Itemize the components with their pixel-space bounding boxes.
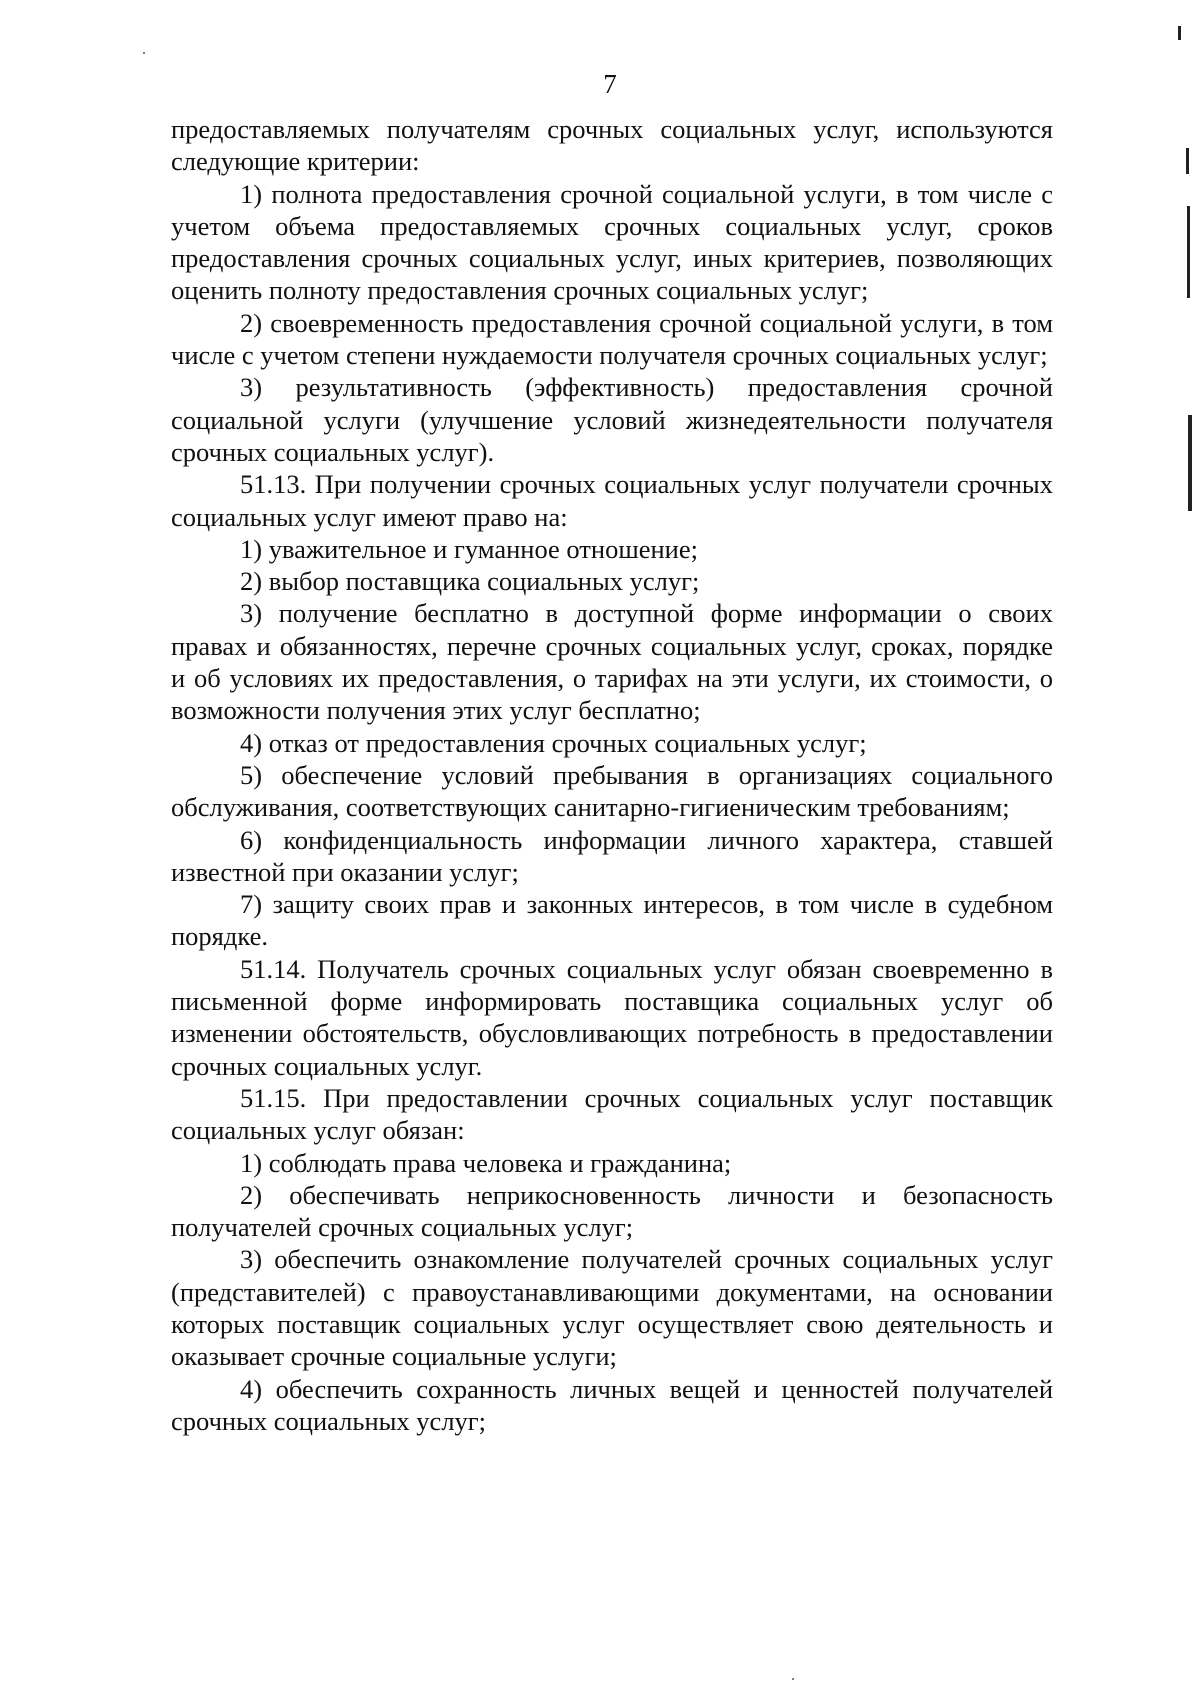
scan-mark-top — [1178, 26, 1181, 40]
paragraph-right-7: 7) защиту своих прав и законных интересов, в том числе в судебном порядке. — [171, 889, 1053, 952]
scan-mark-lower — [1188, 415, 1192, 511]
paragraph-right-4: 4) отказ от предоставления срочных социальных услуг; — [240, 727, 867, 758]
paragraph-section-51-15: 51.15. При предоставлении срочных социальных услуг поставщик социальных услуг обязан: — [171, 1082, 1053, 1146]
scan-mark-middle — [1187, 206, 1190, 298]
page-number: 7 — [603, 69, 617, 99]
paragraph-right-2: 2) выбор поставщика социальных услуг; — [240, 566, 700, 597]
paragraph-duty-2: 2) обеспечивать неприкосновенность личности и безопасность получателей срочных социальных услуг; — [171, 1179, 1053, 1243]
paragraph-criteria-intro: предоставляемых получателям срочных социальных услуг, используются следующие критерии: — [171, 114, 1053, 177]
paragraph-criterion-1: 1) полнота предоставления срочной социальной услуги, в том числе с учетом объема предоставляемых срочных социальных услуг, сроков предоставления срочных социальных услуг, иных критериев, позволяющих оценить полноту предоставления срочных социальных услуг; — [171, 178, 1053, 306]
paragraph-section-51-13: 51.13. При получении срочных социальных услуг получатели срочных социальных услуг имеют право на: — [171, 469, 1053, 532]
document-body — [171, 113, 1053, 1437]
paragraph-section-51-14: 51.14. Получатель срочных социальных услуг обязан своевременно в письменной форме информировать поставщика социальных услуг об изменении обстоятельств, обусловливающих потребность в предоставлении срочных социальных услуг. — [171, 953, 1053, 1081]
scan-mark-upper — [1186, 148, 1189, 174]
paragraph-criterion-3: 3) результативность (эффективность) предоставления срочной социальной услуги (улучшение условий жизнедеятельности получателя срочных социальных услуг). — [171, 372, 1053, 467]
paragraph-criterion-2: 2) своевременность предоставления срочной социальной услуги, в том числе с учетом степени нуждаемости получателя срочных социальных услуг; — [171, 307, 1053, 371]
paragraph-duty-1: 1) соблюдать права человека и гражданина; — [240, 1147, 732, 1178]
paragraph-duty-3: 3) обеспечить ознакомление получателей срочных социальных услуг (представителей) с правоустанавливающими документами, на основании которых поставщик социальных услуг осуществляет свою деятельность и оказывает срочные социальные услуги; — [171, 1244, 1053, 1372]
paragraph-right-6: 6) конфиденциальность информации личного характера, ставшей известной при оказании услуг; — [171, 824, 1053, 887]
paragraph-right-3: 3) получение бесплатно в доступной форме информации о своих правах и обязанностях, перечне срочных социальных услуг, сроках, порядке и об условиях их предоставления, о тарифах на эти услуги, их стоимости, о возможности получения этих услуг бесплатно; — [171, 598, 1053, 726]
paragraph-right-1: 1) уважительное и гуманное отношение; — [240, 533, 698, 564]
paragraph-right-5: 5) обеспечение условий пребывания в организациях социального обслуживания, соответствующих санитарно-гигиеническим требованиям; — [171, 759, 1053, 823]
scan-dot-left — [143, 52, 145, 54]
scan-dot-bottom — [792, 1678, 794, 1680]
paragraph-duty-4: 4) обеспечить сохранность личных вещей и ценностей получателей срочных социальных услуг; — [171, 1373, 1053, 1436]
